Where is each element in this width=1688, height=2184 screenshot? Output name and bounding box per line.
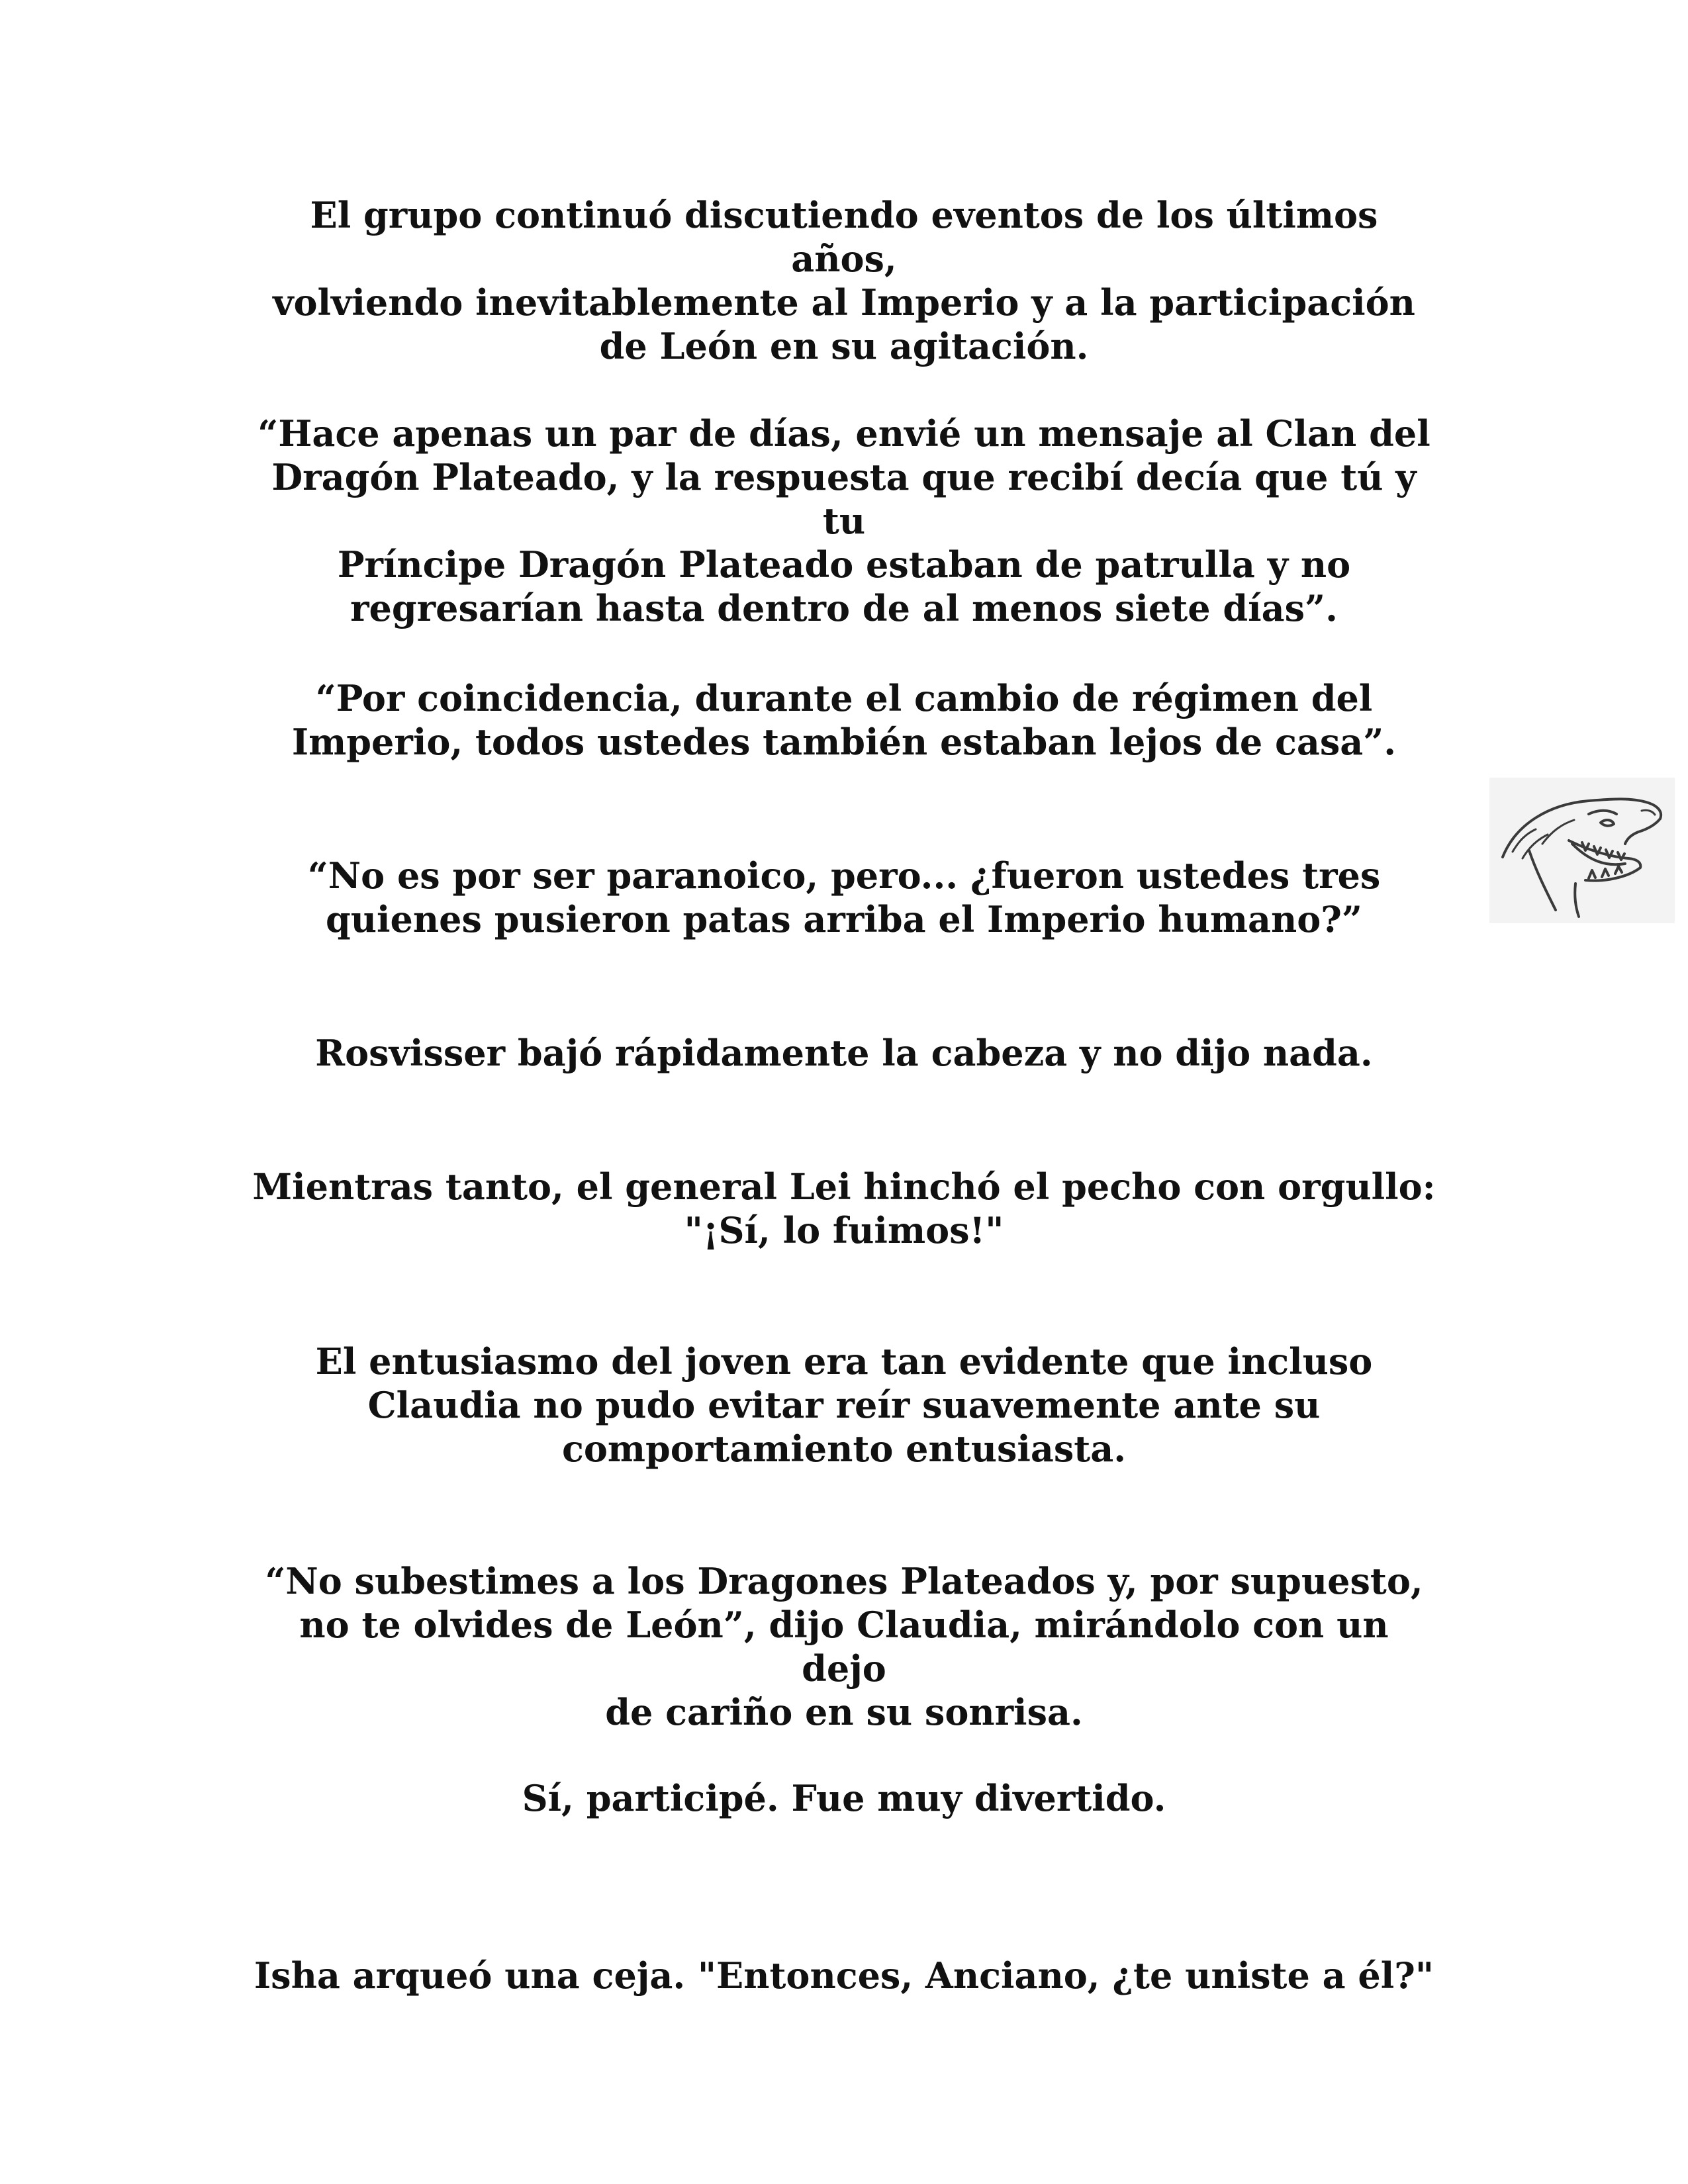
paragraph-4: “No es por ser paranoico, pero... ¿fueron ustedes tres quienes pusieron patas arriba el Imperio humano?” bbox=[307, 854, 1381, 940]
paragraph-6: Mientras tanto, el general Lei hinchó el pecho con orgullo: "¡Sí, lo fuimos!" bbox=[252, 1165, 1436, 1251]
paragraph-7: El entusiasmo del joven era tan evidente que incluso Claudia no pudo evitar reír suavemente ante su comportamiento entusiasta. bbox=[315, 1340, 1373, 1470]
paragraph-1: El grupo continuó discutiendo eventos de los últimos años, volviendo inevitablemente al Imperio y a la participación de León en su agitación. bbox=[273, 194, 1415, 367]
paragraph-9: Sí, participé. Fue muy divertido. bbox=[522, 1777, 1166, 1819]
paragraph-3: “Por coincidencia, durante el cambio de régimen del Imperio, todos ustedes también estaban lejos de casa”. bbox=[291, 677, 1397, 763]
dragon-head-sketch-icon bbox=[1489, 778, 1675, 923]
paragraph-5: Rosvisser bajó rápidamente la cabeza y no dijo nada. bbox=[315, 1032, 1373, 1074]
paragraph-10: Isha arqueó una ceja. "Entonces, Anciano, ¿te uniste a él?" bbox=[254, 1954, 1434, 1997]
paragraph-2: “Hace apenas un par de días, envié un mensaje al Clan del Dragón Plateado, y la respuesta que recibí decía que tú y tu Príncipe Dragón Plateado estaban de patrulla y no regresarían hasta dentro de al menos siete días”. bbox=[258, 412, 1430, 629]
paragraph-8: “No subestimes a los Dragones Plateados y, por supuesto, no te olvides de León”, dijo Claudia, mirándolo con un dejo de cariño en su sonrisa. bbox=[265, 1560, 1423, 1733]
